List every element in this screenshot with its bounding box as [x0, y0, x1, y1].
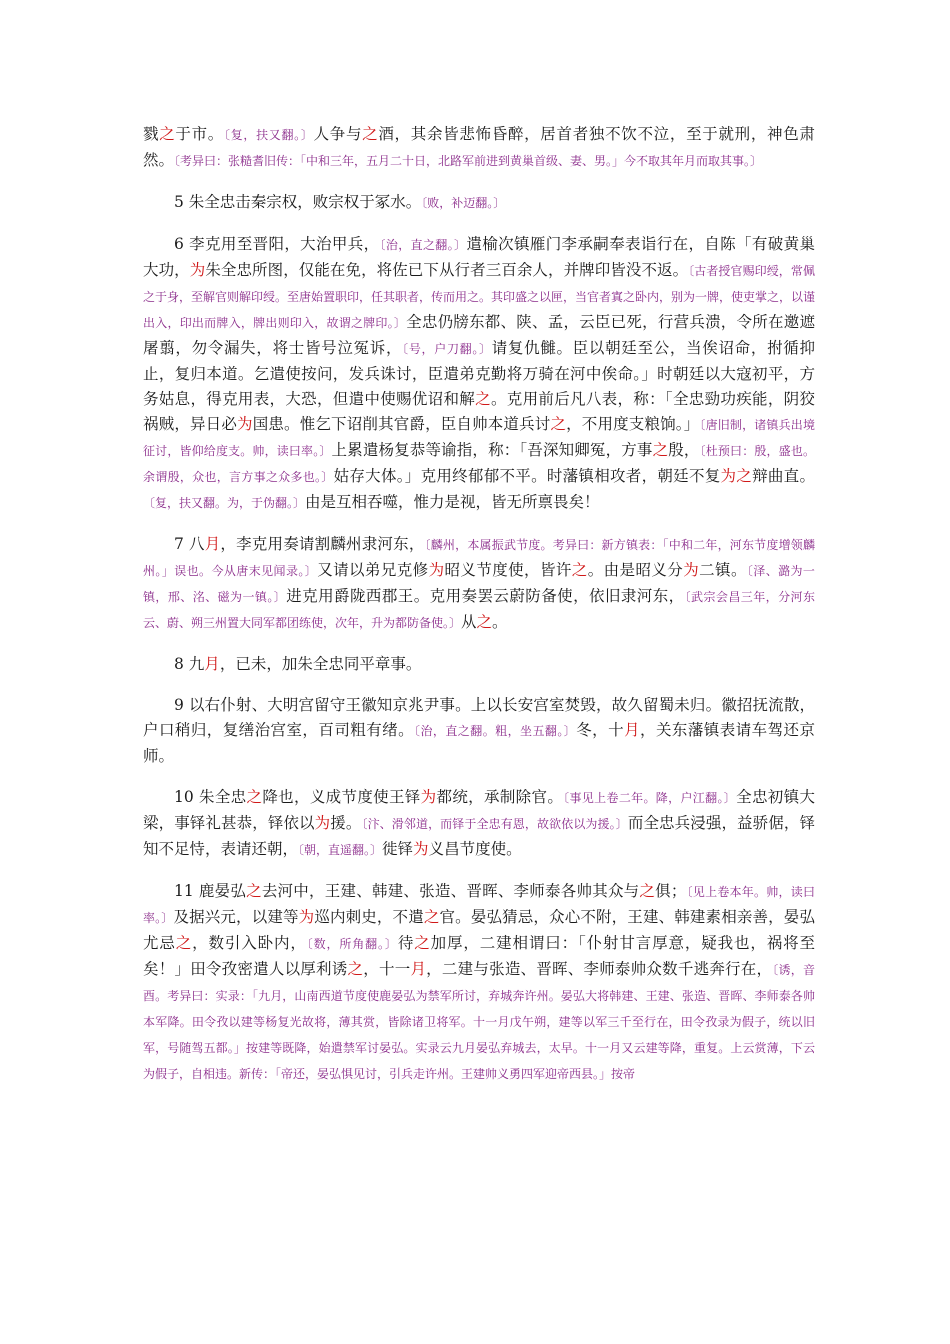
annotation-text: 〔诱，音酉。考异曰：实录：「九月，山南西道节度使鹿晏弘为禁军所讨，弃城奔许州。晏弘大将韩建、王建、张造、晋晖、李师泰各帅本军降。田令孜以建等杨复光故将，薄其赏，皆除诸卫将军。十一月戊午朔，建等以军三千至行在，田令孜录为假子，统以旧军，号随驾五都。」按建等既降，始遣禁军讨晏弘。实录云九月晏弘弃城去，太早。十一月又云建等降，重复。上云赏薄，下云为假子，自相违。新传：「帝还，晏弘惧见讨，引兵走许州。王建帅义勇四军迎帝西县。」按帝 — [143, 963, 815, 1081]
body-text: 9 以右仆射、大明宫留守王徽知京兆尹事。上以长安宫室焚毁，故久留蜀未归。徽招抚流散，户口稍归，复缮治宫室，百司粗有绪。 — [143, 696, 815, 739]
paragraph — [143, 693, 815, 769]
highlighted-text: 为之 — [720, 467, 753, 485]
highlighted-text: 之 — [639, 882, 656, 900]
annotation-text: 〔古者授官赐印绶，常佩之于身，至解官则解印绶。至唐始置职印，任其职者，传而用之。其印盛之以匣，当官者寘之卧内，别为一牌，使吏掌之，以谨出入，印出而牌入，牌出则印入，故谓之牌印。〕 — [143, 264, 816, 330]
body-text: 又请以弟兄克修 — [317, 561, 429, 579]
body-text: 义昌节度使。 — [428, 840, 522, 858]
body-text: 戮 — [143, 125, 160, 143]
body-text: 酒，其余皆悲怖昏醉，居首者独不饮不泣，至于就刑，神色肃然。 — [143, 125, 815, 169]
body-text: 全忠初镇大梁，事铎礼甚恭，铎依以 — [143, 788, 815, 832]
paragraph — [143, 190, 815, 216]
highlighted-text: 之 — [175, 934, 193, 952]
body-text: 都统，承制除官。 — [436, 788, 564, 806]
highlighted-text: 之 — [159, 125, 176, 143]
paragraph — [143, 532, 815, 636]
paragraph — [143, 232, 815, 516]
annotation-text: 〔麟州，本属振武节度。考异曰：新方镇表：「中和二年，河东节度增领麟州。」误也。今从唐末见闻录。〕 — [143, 538, 815, 578]
body-text: ，关东藩镇表请车驾还京师。 — [143, 721, 815, 765]
highlighted-text: 月 — [624, 721, 641, 739]
body-text: ，已未，加朱全忠同平章事。 — [219, 655, 422, 673]
body-text: 朱全忠所图，仅能在免，将佐已下从行者三百余人，并牌印皆没不返。 — [205, 261, 689, 279]
body-text: 昭义节度使，皆许 — [444, 561, 572, 579]
highlighted-text: 之 — [423, 908, 440, 926]
body-text: 上累遣杨复恭等谕指，称：「吾深知卿冤，方事 — [331, 441, 653, 459]
annotation-text: 〔数，所角翻。〕 — [306, 937, 398, 951]
paragraph — [143, 785, 815, 863]
highlighted-text: 之 — [475, 390, 491, 408]
body-text: 俱； — [655, 882, 687, 900]
body-text: 请复仇雠。臣以朝廷至公，当俟诏命，拊循抑止，复归本道。乞遣使按问，发兵诛讨，臣遣弟克勤将万骑在河中俟命。」时朝廷以大寇初平，方务姑息，得克用表，大恐，但遣中使赐优诏和解 — [143, 339, 815, 408]
highlighted-text: 为 — [237, 415, 253, 433]
highlighted-text: 之 — [652, 441, 669, 459]
body-text: 待 — [397, 934, 415, 952]
document-page — [143, 122, 815, 1103]
body-text: 二镇。 — [699, 561, 747, 579]
annotation-text: 〔考异曰：张糙耆旧传：「中和三年，五月二十日，北路军前进到黄巢首级、妻、男。」今不取其年月而取其事。〕 — [174, 154, 763, 168]
annotation-text: 〔泽、潞为一镇，邢、洺、磁为一镇。〕 — [143, 564, 815, 604]
highlighted-text: 为 — [413, 840, 429, 858]
body-text: 。 — [492, 613, 508, 631]
highlighted-text: 之 — [550, 415, 567, 433]
body-text: 11 鹿晏弘 — [174, 882, 247, 900]
highlighted-text: 为 — [189, 261, 206, 279]
body-text: ，二建与张造、晋晖、李师泰帅众数千逃奔行在， — [426, 960, 773, 978]
body-text: 遣榆次镇雁门李承嗣奉表诣行在，自陈「有破黄巢大功， — [143, 235, 815, 279]
body-text: 8 九 — [174, 655, 205, 673]
body-text: 由是互相吞噬，惟力是视，皆无所禀畏矣！ — [305, 493, 600, 511]
body-text: ，不用度支粮饷。」 — [566, 415, 700, 433]
body-text: 人争与 — [313, 125, 363, 143]
body-text: 10 朱全忠 — [174, 788, 247, 806]
highlighted-text: 之 — [347, 960, 364, 978]
body-text: 5 朱全忠击秦宗权，败宗权于冢水。 — [174, 193, 422, 211]
body-text: 进克用爵陇西郡王。克用奏罢云蔚防备使，依旧隶河东， — [286, 587, 685, 605]
annotation-text: 〔复，扶又翻。为，于伪翻。〕 — [143, 496, 306, 510]
highlighted-text: 之 — [476, 613, 493, 631]
body-text: 加厚，二建相谓曰：「仆射甘言厚意，疑我也，祸将至矣！」田令孜密遣人以厚利诱 — [143, 934, 815, 978]
body-text: 殷， — [668, 441, 700, 459]
body-text: 冬，十 — [576, 721, 625, 739]
body-text: 去河中，王建、韩建、张造、晋晖、李师泰各帅其众与 — [261, 882, 640, 900]
highlighted-text: 为 — [420, 788, 437, 806]
highlighted-text: 为 — [683, 561, 700, 579]
highlighted-text: 之 — [246, 882, 262, 900]
highlighted-text: 之 — [414, 934, 431, 952]
highlighted-text: 之 — [571, 561, 588, 579]
annotation-text: 〔朝，直遥翻。〕 — [298, 843, 383, 857]
highlighted-text: 为 — [428, 561, 445, 579]
annotation-text: 〔治，直之翻。粗，坐五翻。〕 — [414, 724, 577, 738]
body-text: 辩曲直。 — [752, 467, 815, 485]
annotation-text: 〔事见上卷二年。降，户江翻。〕 — [563, 791, 737, 805]
body-text: 。由是昭义分 — [587, 561, 684, 579]
body-text: 而全忠兵浸强，益骄倨，铎知不足恃，表请还朝， — [143, 814, 815, 858]
body-text: 7 八 — [174, 535, 205, 553]
body-text: 国患。惟乞下诏削其官爵，臣自帅本道兵讨 — [252, 415, 551, 433]
annotation-text: 〔汴、滑邻道，而铎于全忠有恩，故欲依以为援。〕 — [361, 817, 628, 831]
body-text: ，李克用奏请割麟州隶河东， — [220, 535, 425, 553]
highlighted-text: 月 — [204, 535, 221, 553]
annotation-text: 〔号，户刀翻。〕 — [402, 342, 492, 356]
highlighted-text: 之 — [362, 125, 379, 143]
highlighted-text: 为 — [314, 814, 331, 832]
body-text: 援。 — [330, 814, 362, 832]
highlighted-text: 为 — [298, 908, 315, 926]
body-text: 全忠仍牓东都、陕、孟，云臣已死，行营兵溃，令所在邀遮屠翦，勿令漏失，将士皆号泣冤诉， — [143, 313, 815, 357]
annotation-text: 〔杜预曰：殷，盛也。余谓殷，众也，言方事之众多也。〕 — [143, 444, 815, 484]
annotation-text: 〔复，扶又翻。〕 — [224, 128, 314, 142]
body-text: ，十一 — [363, 960, 411, 978]
annotation-text: 〔败，补迈翻。〕 — [421, 196, 506, 210]
body-text: 于市。 — [175, 125, 224, 143]
highlighted-text: 月 — [410, 960, 427, 978]
body-text: 从 — [461, 613, 477, 631]
paragraph — [143, 122, 815, 174]
highlighted-text: 月 — [204, 655, 220, 673]
body-text: 6 李克用至晋阳，大治甲兵， — [174, 235, 380, 253]
annotation-text: 〔治，直之翻。〕 — [379, 238, 467, 252]
paragraph — [143, 652, 815, 677]
annotation-text: 〔见上卷本年。帅，读曰率。〕 — [143, 885, 815, 925]
body-text: 及据兴元，以建等 — [173, 908, 299, 926]
body-text: 巡内刺史，不遣 — [314, 908, 424, 926]
annotation-text: 〔武宗会昌三年，分河东云、蔚、朔三州置大同军都团练使，次年，升为都防备使。〕 — [143, 590, 815, 630]
body-text: 徙铎 — [382, 840, 414, 858]
highlighted-text: 之 — [246, 788, 263, 806]
body-text: ，数引入卧内， — [192, 934, 307, 952]
annotation-text: 〔唐旧制，诸镇兵出境征讨，皆仰给度支。帅，读曰率。〕 — [143, 418, 815, 458]
body-text: 降也，义成节度使王铎 — [262, 788, 421, 806]
body-text: 。克用前后凡八表，称：「全忠勁功疾能，阴狡祸贼，异日必 — [143, 390, 815, 433]
paragraph — [143, 879, 815, 1087]
body-text: 官。晏弘猜忌，众心不附，王建、韩建素相亲善，晏弘尤忌 — [143, 908, 815, 952]
body-text: 姑存大体。」克用终郁郁不平。时藩镇相攻者，朝廷不复 — [333, 467, 721, 485]
